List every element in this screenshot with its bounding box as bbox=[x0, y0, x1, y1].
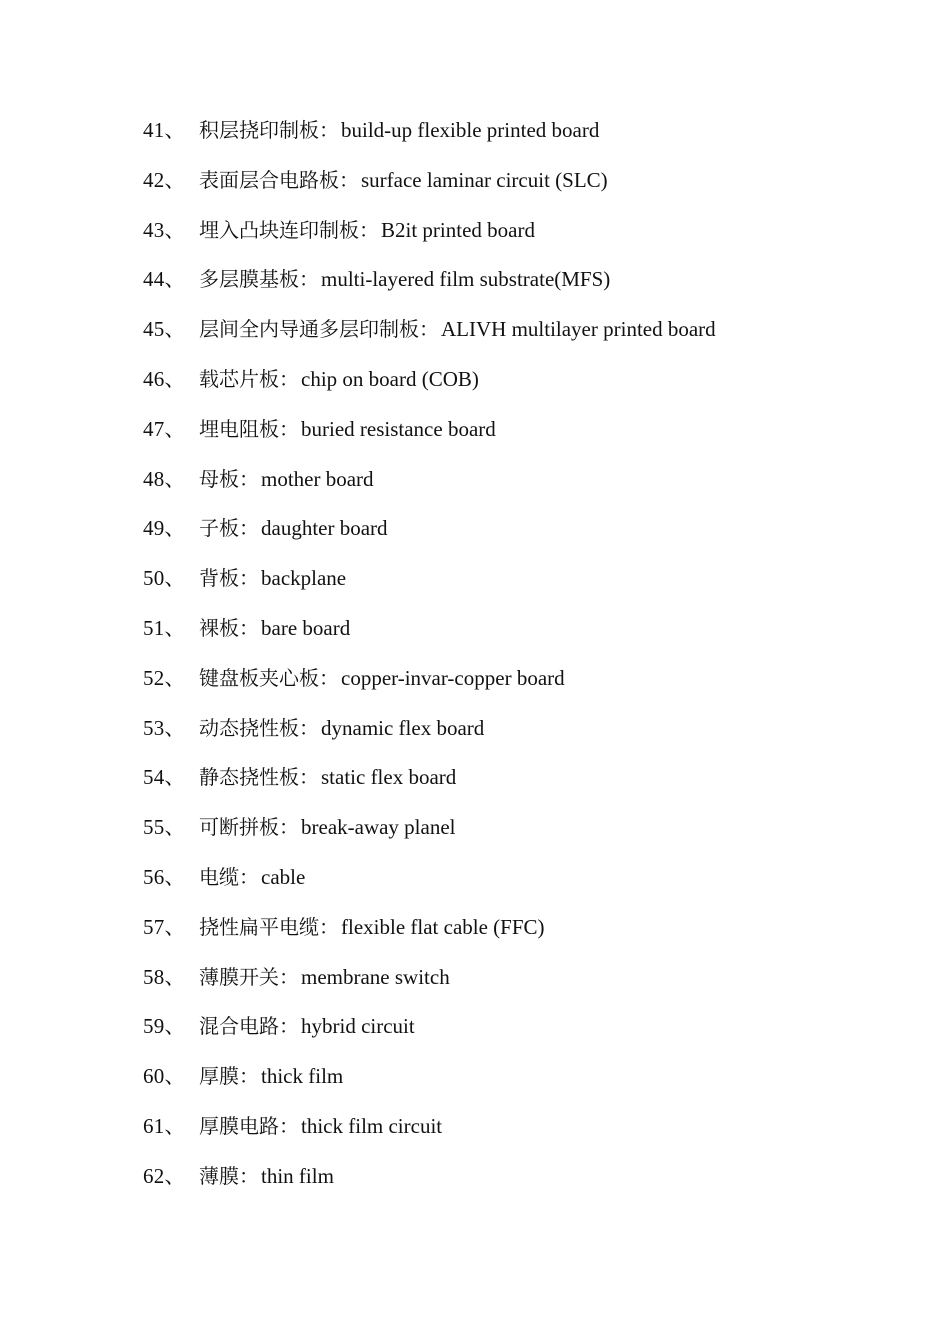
entry-chinese-term: 载芯片板： bbox=[199, 366, 299, 391]
entry-chinese-term: 混合电路： bbox=[199, 1014, 299, 1039]
entry-chinese-term: 可断拼板： bbox=[199, 815, 299, 840]
entry-number: 45、 bbox=[143, 317, 186, 342]
glossary-entry bbox=[143, 862, 903, 912]
entry-chinese-term: 积层挠印制板： bbox=[199, 118, 339, 142]
entry-english-term: break-away planel bbox=[301, 815, 456, 840]
entry-english-term: buried resistance board bbox=[301, 416, 496, 441]
glossary-entry bbox=[143, 464, 903, 514]
entry-chinese-term: 埋入凸块连印制板： bbox=[199, 217, 379, 242]
entry-number: 52、 bbox=[143, 665, 186, 690]
glossary-entry bbox=[143, 264, 903, 314]
entry-number: 51、 bbox=[143, 615, 186, 640]
entry-chinese-term: 键盘板夹心板： bbox=[199, 665, 339, 690]
entry-english-term: multi-layered film substrate(MFS) bbox=[321, 267, 611, 292]
entry-number: 43、 bbox=[143, 217, 186, 242]
glossary-entry bbox=[143, 215, 903, 265]
entry-chinese-term: 薄膜： bbox=[199, 1163, 259, 1188]
entry-number: 42、 bbox=[143, 167, 186, 192]
entry-english-term: hybrid circuit bbox=[301, 1014, 415, 1039]
entry-number: 60、 bbox=[143, 1064, 186, 1089]
entry-english-term: build-up flexible printed board bbox=[341, 118, 600, 142]
glossary-entry bbox=[143, 762, 903, 812]
entry-number: 49、 bbox=[143, 516, 186, 541]
entry-number: 44、 bbox=[143, 267, 186, 292]
entry-number: 54、 bbox=[143, 765, 186, 790]
entry-chinese-term: 裸板： bbox=[199, 615, 259, 640]
glossary-entry bbox=[143, 165, 903, 215]
entry-english-term: cable bbox=[261, 864, 306, 889]
entry-chinese-term: 薄膜开关： bbox=[199, 964, 299, 989]
entry-english-term: bare board bbox=[261, 615, 351, 640]
entry-number: 59、 bbox=[143, 1014, 186, 1039]
entry-number: 56、 bbox=[143, 864, 186, 889]
glossary-entry bbox=[143, 414, 903, 464]
glossary-entry bbox=[143, 1011, 903, 1061]
entry-number: 61、 bbox=[143, 1113, 186, 1138]
glossary-entry bbox=[143, 962, 903, 1012]
glossary-entry bbox=[143, 1111, 903, 1161]
entry-chinese-term: 挠性扁平电缆： bbox=[199, 914, 339, 939]
entry-chinese-term: 背板： bbox=[199, 566, 259, 591]
entry-english-term: flexible flat cable (FFC) bbox=[341, 914, 545, 939]
glossary-entry bbox=[143, 713, 903, 763]
entry-english-term: dynamic flex board bbox=[321, 715, 485, 740]
entry-chinese-term: 动态挠性板： bbox=[199, 715, 319, 740]
entry-chinese-term: 多层膜基板： bbox=[199, 267, 319, 292]
entry-english-term: thin film bbox=[261, 1163, 334, 1188]
glossary-list bbox=[143, 115, 903, 1211]
entry-number: 55、 bbox=[143, 815, 186, 840]
entry-chinese-term: 电缆： bbox=[199, 864, 259, 889]
entry-english-term: membrane switch bbox=[301, 964, 450, 989]
entry-number: 47、 bbox=[143, 416, 186, 441]
entry-number: 41、 bbox=[143, 118, 186, 142]
glossary-entry bbox=[143, 1061, 903, 1111]
glossary-entry bbox=[143, 364, 903, 414]
entry-english-term: static flex board bbox=[321, 765, 457, 790]
entry-english-term: thick film bbox=[261, 1064, 344, 1089]
entry-english-term: mother board bbox=[261, 466, 374, 491]
glossary-entry bbox=[143, 812, 903, 862]
entry-chinese-term: 子板： bbox=[199, 516, 259, 541]
entry-english-term: copper-invar-copper board bbox=[341, 665, 565, 690]
glossary-entry bbox=[143, 613, 903, 663]
glossary-entry bbox=[143, 115, 903, 165]
entry-english-term: backplane bbox=[261, 566, 347, 591]
entry-number: 46、 bbox=[143, 366, 186, 391]
entry-english-term: thick film circuit bbox=[301, 1113, 443, 1138]
entry-number: 48、 bbox=[143, 466, 186, 491]
entry-english-term: ALIVH multilayer printed board bbox=[441, 317, 716, 342]
entry-chinese-term: 静态挠性板： bbox=[199, 765, 319, 790]
entry-chinese-term: 厚膜电路： bbox=[199, 1113, 299, 1138]
entry-english-term: surface laminar circuit (SLC) bbox=[361, 167, 608, 192]
entry-number: 50、 bbox=[143, 566, 186, 591]
glossary-entry bbox=[143, 563, 903, 613]
entry-english-term: chip on board (COB) bbox=[301, 366, 479, 391]
glossary-entry bbox=[143, 513, 903, 563]
entry-number: 62、 bbox=[143, 1163, 186, 1188]
entry-chinese-term: 埋电阻板： bbox=[199, 416, 299, 441]
entry-english-term: B2it printed board bbox=[381, 217, 535, 242]
entry-number: 57、 bbox=[143, 914, 186, 939]
glossary-entry bbox=[143, 1161, 903, 1211]
entry-english-term: daughter board bbox=[261, 516, 388, 541]
entry-number: 58、 bbox=[143, 964, 186, 989]
entry-chinese-term: 层间全内导通多层印制板： bbox=[199, 317, 439, 342]
entry-chinese-term: 表面层合电路板： bbox=[199, 167, 359, 192]
glossary-entry bbox=[143, 912, 903, 962]
glossary-entry bbox=[143, 314, 903, 364]
glossary-entry bbox=[143, 663, 903, 713]
entry-chinese-term: 母板： bbox=[199, 466, 259, 491]
entry-chinese-term: 厚膜： bbox=[199, 1064, 259, 1089]
entry-number: 53、 bbox=[143, 715, 186, 740]
